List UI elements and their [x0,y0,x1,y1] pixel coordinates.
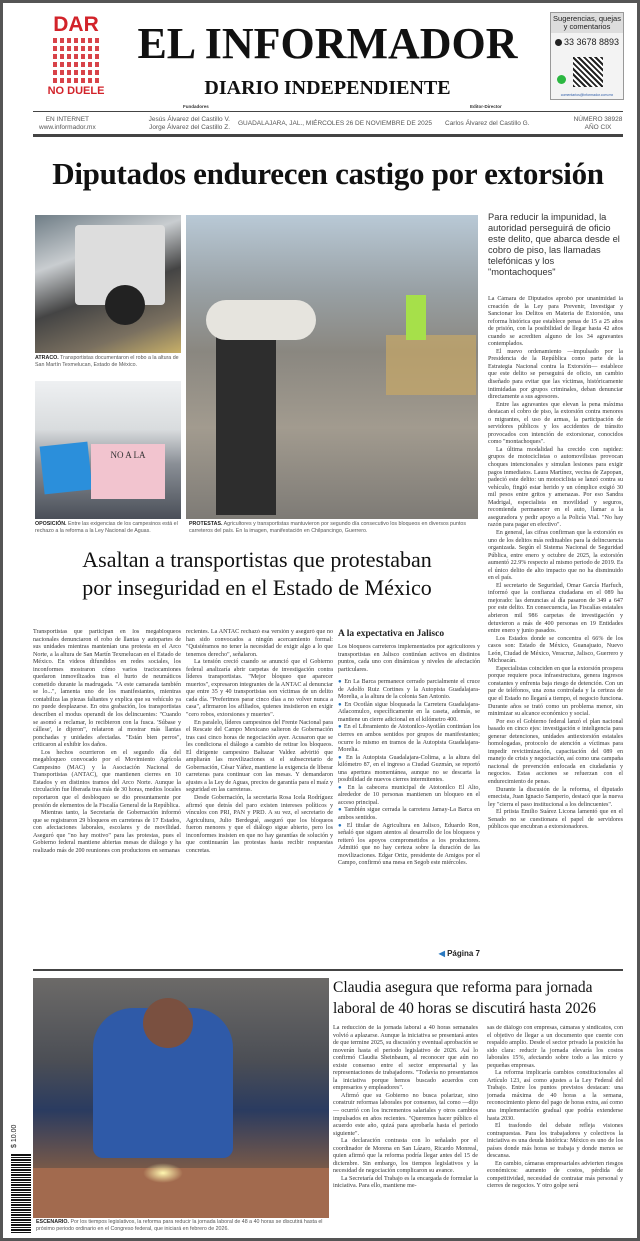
bullet-text: El titular de Agricultura en Jalisco, Eduardo Ron, señaló que siguen atentos al desarrollo de los bloqueos y reiteró los apoyos comprometidos a los productores. Admitió que no hay certeza sobre la duración de las movilizaciones. Edgar Ortiz, presidente de Amigos por el Campo, confirmó una mesa en Segob este miércoles. [338,822,480,867]
caption-text: Transportistas documentaron el robo a la altura de San Martín Texmelucan, Estado de México. [35,355,179,368]
worker-figure [406,295,426,340]
paragraph: Entre las agravantes que elevan la pena máxima destacan el cobro de piso, la extorsión contra menores o migrantes, el uso de armas, la participación de servidores públicos y los accidentes de tránsito provocados con intención de extorsionar, conocidos como "montachoques". [488,401,623,446]
bullet-icon: ● [338,784,348,791]
caption-oposicion [35,521,183,535]
second-article-col2 [186,629,333,964]
phone-line [551,37,623,47]
sidebar-bullet [338,724,480,754]
caption-text: Entre las exigencias de los campesinos está el rechazo a la reforma a la Ley Nacional de Aguas. [35,521,178,534]
paragraph: En general, las cifras confirman que la extorsión es uno de los delitos más redituables para la delincuencia organizada. Según el Sistema Nacional de Seguridad Pública, entre enero y octubre de 2025, la extorsión aumentó 22.9% respecto al mismo periodo de 2019. Es el único delito de alto impacto que no ha disminuido en el país. [488,529,623,582]
paragraph: El priista Emilio Suárez Licona lamentó que en el Senado no se cuestionara el papel de servidores públicos que encubran a extorsionadores. [488,809,623,831]
qr-code-icon [573,57,603,87]
caption-label: PROTESTAS. [189,521,223,527]
bullet-text: En el Libramiento de Atotonilco-Ayotlán continúan los cierres en ambos sentidos por grupos de manifestantes; ocurre lo mismo en tramos de la Autopista Guadalajara-Morelia. [338,724,480,754]
caption-text: Por los tiempos legislativos, la reforma para reducir la jornada laboral de 48 a 40 horas se discutirá hasta el próximo periodo ordinario en el Congreso federal, que iniciará en febrero de 2026. [36,1219,323,1232]
caption-escenario [36,1219,328,1233]
tire-shape [105,285,145,325]
bullet-icon: ● [338,701,345,708]
sidebar-bullet [338,755,480,785]
paragraph: La reducción de la jornada laboral a 40 horas semanales volvió a aplazarse. Aunque la iniciativa se presentará antes de que termine 2025, su discusión y eventual aprobación se moverán hasta el periodo legislativo de 2026. Así lo confirmó Claudia Sheinbaum, al reconocer que aún no existe consenso entre el sector empresarial y las representaciones de trabajadores. "Todavía no presentamos la iniciativa porque hemos buscado acuerdos con empresarios y empleadores". [333,1025,478,1092]
bullet-text: En Ocotlán sigue bloqueada la Carretera Guadalajara-Atlacomulco, específicamente en la caseta, además, se mantiene un cierre adicional en el kilómetro 400. [338,701,480,723]
email: comentarios@informador.com.mx [560,93,614,97]
qr-code-icon [53,37,99,83]
bullet-icon: ● [338,679,345,686]
bullet-icon: ● [338,822,347,829]
paragraph: La tensión creció cuando se anunció que el Gobierno federal analizaría abrir carpetas de investigación contra líderes transportistas. "Mejor bloqueo que aparecer muertos", expresaron integrantes de la ANTAC al denunciar que entre 35 y 40 transportistas son víctimas de un delito cada día. "Preferimos parar cinco días a no volver nunca a casa", afirmaron los afiliados, quienes insistieron en exigir "cero robos, extorsiones y muertes". [186,659,333,719]
caption-protestas [189,521,481,535]
main-article-body [488,296,623,966]
website-link[interactable]: www.informador.mx [39,124,96,131]
photo-atraco [35,215,181,353]
sidebar-bullet [338,785,480,808]
headline-line: por inseguridad en el Estado de México [82,575,432,600]
suggestions-box [550,12,624,100]
paragraph: El nuevo ordenamiento —impulsado por la Presidencia de la República como parte de la Estrategia Nacional contra la Extorsión— establece que este delito se perseguirá de oficio, un cambio diseñado para evitar que las víctimas, históricamente intimidadas por grupos criminales, deban denunciar directamente a sus agresores. [488,348,623,401]
paragraph: La Secretaría del Trabajo es la encargada de formular la iniciativa. Para ello, mantiene me- [333,1175,478,1190]
price: $ 10.00 [11,1124,18,1148]
paragraph: Afirmó que su Gobierno no busca polarizar, sino construir reformas laborales por consenso, tal como —dijo— ocurrió con los incrementos salariales y otros cambios impulsados en años recientes. "Queremos hacer público el acuerdo este año, quizá para aprobarla hasta el periodo siguiente". [333,1092,478,1137]
logo-bottom-text: NO DUELE [47,85,105,97]
paragraph: La última modalidad ha crecido con rapidez: grupos de motociclistas o automovilistas provocan choques intencionales y simulan lesiones para exigir pagos inmediatos. Laura Martínez, vecina de Zapopan, padeció este delito: un motociclista se lanzó contra su vehículo, fingió estar herido y un cómplice exigió 30 mil pesos entre gritos y amenazas. Por eso Sandra Madrigal, especialista en movilidad y seguros, recomienda permanecer en el auto, llamar a la aseguradora y pedir apoyo a la Policía Vial. "No hay razón para pagar en efectivo". [488,446,623,529]
newspaper-title: EL INFORMADOR [137,19,518,68]
caption-label: ATRACO. [35,355,59,361]
corn-pile [386,335,476,395]
triangle-icon: ◀ [438,949,448,958]
bullet-text: En la cabecera municipal de Atotonilco El Alto, alrededor de 10 personas mantienen un bloqueo en el acceso principal. [338,784,480,806]
barcode [11,1153,31,1233]
dar-no-duele-logo [47,15,105,97]
info-bar [33,111,623,137]
main-headline-text: Diputados endurecen castigo por extorsión [52,156,604,191]
paragraph: El secretario de Seguridad, Omar García Harfuch, informó que la confianza ciudadana en el 089 ha mejorado: las denuncias al día pasaron de 349 a 647 por este delito. En consecuencia, las Fiscalías estatales abrieron mil 986 carpetas de investigación y detuvieron a más de 400 personas en 19 Entidades entre enero y junio pasados. [488,582,623,635]
section-divider [33,969,623,971]
dateline: GUADALAJARA, JAL., MIÉRCOLES 26 DE NOVIEMBRE DE 2025 [238,120,432,127]
sidebar-bullet [338,807,480,822]
bullet-icon: ● [338,754,346,761]
second-headline [33,546,481,602]
third-article-col1 [333,1025,478,1241]
man-figure [216,315,276,515]
sparks [143,1163,183,1183]
main-headline [33,149,623,199]
headline-line: laboral de 40 horas se discutirá hasta 2026 [333,1000,596,1017]
internet-label: EN INTERNET [45,116,90,123]
headline-line: Claudia asegura que reforma para jornada [333,979,593,996]
sidebar-bullet [338,679,480,702]
paragraph: Los Estados donde se concentra el 66% de los casos son: Estado de México, Guanajuato, Nuevo León, Ciudad de México, Veracruz, Jalisco, Guerrero y Michoacán. [488,635,623,665]
paragraph: La Cámara de Diputados aprobó por unanimidad la creación de la Ley para Prevenir, Investigar y Sancionar los Delitos en Materia de Extorsión, una reforma histórica que establece penas de 15 a 25 años de prisión, con la posibilidad de llegar hasta 42 años cuando se acrediten alguno de los 34 agravantes contemplados. [488,296,623,348]
main-deck: Para reducir la impunidad, la autoridad perseguirá de oficio este delito, que abarca desde el cobro de piso, las llamadas telefónicas y los "montachoques" [488,212,620,277]
photo-oposicion [35,381,181,519]
paragraph: Transportistas que participan en los megabloqueos nacionales denunciaron el robo de llantas y autopartes de sus unidades mientras mantenían una protesta en el Arco Norte, a la altura de San Martín Texmelucan en el Estado de México. En videos difundidos en redes sociales, los inconformes mostraron cómo varios tractocamiones quedaron inmovilizados tras el hurto de neumáticos cometido durante la madrugada. "A este camarada también se lo...", lamenta uno de los manifestantes, mientras contabiliza las piezas faltantes y explica que su vehículo ya no puede desplazarse. En otra grabación, los transportistas describen el modus operandi de los delincuentes: "Cuando se asomó a reclamar, lo recibieron con la fusca. 'Súbase y cállese', le dijeron", relataron al mostrar más llantas ponchadas y unidades afectadas. "Están bien perros", criticaron al exhibir los daños. [33,629,181,749]
phone-icon [555,39,562,46]
page-ref-text: Página 7 [447,949,480,958]
sidebar-bullet [338,823,480,868]
paragraph: Durante la discusión de la reforma, el diputado emecista, Juan Ignacio Samperio, destacó que la nueva ley "cierra el paso institucional a los delincuentes". [488,786,623,808]
paragraph: En paralelo, líderes campesinos del Frente Nacional para el Rescate del Campo Mexicano salieron de Gobernación tras casi cinco horas de negociación ayer. Acusaron que se les condiciona el diálogo a cambio de retirar los bloqueos. El dirigente campesino Baltazar Valdez advirtió que ampliarán las movilizaciones si el subsecretario de Gobernación, César Yáñez, mantiene la exigencia de liberar carreteras para continuar con las mesas. Y demandaron ajustes a la Ley de Aguas, precios de garantía para el maíz y seguridad en las carreteras. [186,719,333,794]
bullet-text: En La Barca permanece cerrado parcialmente el cruce de Adolfo Ruiz Cortines y la Autopista Guadalajara-Morelia, a la altura de la colonia San Antonio. [338,679,480,701]
second-article-col1 [33,629,181,964]
phone-number: 33 3678 8893 [563,37,620,47]
paragraph: Los hechos ocurrieron en el segundo día del megabloqueo convocado por el Movimiento Agrícola Campesino (MAC) y la Asociación Nacional de Transportistas (ANTAC), que mantienen cierres en 10 Estados y en distintos tramos del Arco Norte. Aunque la circulación fue liberada tras más de 30 horas, medios locales reportaron que el desbloqueo se dio presuntamente por presión de elementos de la Fiscalía General de la República. [33,749,181,809]
paragraph: recientes. La ANTAC rechazó esa versión y aseguró que no han sido convocados a ningún acercamiento formal: "Quisiéramos no tener la necesidad de exigir algo a lo que tenemos derecho", señalaron. [186,629,333,658]
paragraph: En cambio, cámaras empresariales advierten riesgos económicos: aumento de costos, pérdida de competitividad, necesidad de contratar más personal y cierres de negocios. Y otro golpe será [487,1160,623,1190]
photo-protestas [186,215,478,519]
sidebar-bullet [338,702,480,725]
paragraph: sas de diálogo con empresas, cámaras y sindicatos, con el objetivo de llegar a un documento que cuente con respaldo amplio. Desde el sector privado la posición ha sido clara: reducir la jornada elevaría los costos laborales 15%, afectando sobre todo a las micro y pequeñas empresas. [487,1025,623,1069]
jalisco-sidebar [338,629,480,965]
paragraph: Especialistas coinciden en que la extorsión prospera porque requiere poca infraestructura, genera ingresos constantes y enfrenta baja riesgo de detención. Con un par de teléfonos, una zona controlada y la certeza de que el Estado no llegará a tiempo, el negocio funciona. Durante años se trató como un problema menor, sin minimizar su alcance económico y social. [488,665,623,718]
bullet-text: También sigue cerrada la carretera Jamay-La Barca en ambos sentidos. [338,807,480,822]
bullet-icon: ● [338,724,344,731]
editor-label: Editor-Director [470,104,502,109]
sidebar-body [338,644,480,949]
third-headline [333,977,625,1019]
paragraph: El trasfondo del debate refleja visiones contrapuestas. Para los trabajadores y colectivos la iniciativa es una deuda histórica: México es uno de los países donde más horas se trabaja y donde menos se descansa. [487,1123,623,1160]
paragraph: Mientras tanto, la Secretaría de Gobernación informó que se registraron 29 bloqueos en carreteras de 17 Estados, con afectaciones laborales, escolares y de movilidad. Aseguró que "no hay motivo" para las protestas, pues el Gobierno federal mantiene abiertas mesas de diálogo y ha realizado más de 200 reuniones con productores en semanas [33,810,181,854]
issue-number: NÚMERO 38928 [573,116,623,123]
page-reference[interactable] [338,949,480,958]
whatsapp-icon [557,75,566,84]
year: AÑO CIX [584,124,612,131]
paragraph: Por eso el Gobierno federal lanzó el plan nacional basado en cinco ejes: investigación e inteligencia para generar detenciones, unidades antiextorsión estatales homologadas, protocolo de atención a víctimas para impedir revictimización, capacitación del 089 en manejo de crisis y negociación, así como una campaña nacional de prevención enfocada en ciudadanía y negocios. Estas acciones se refuerzan con el endurecimiento de penas. [488,718,623,785]
caption-label: ESCENARIO. [36,1219,69,1225]
blue-sign [40,442,93,495]
sidebar-intro: Los bloqueos carreteros implementados por agricultores y transportistas en Jalisco continúan activos en distintos puntos, cada uno con dinámicas y niveles de afectación particulares. [338,644,480,673]
headline-line: Asaltan a transportistas que protestaban [82,547,432,572]
founders-label: Fundadores [183,104,209,109]
worker-head [143,998,193,1048]
suggestions-heading: Sugerencias, quejas y comentarios [551,13,623,33]
sidebar-heading: A la expectativa en Jalisco [338,629,445,639]
bullet-icon: ● [338,807,345,814]
paragraph: La reforma implicaría cambios constitucionales al Artículo 123, así como ajustes a la Ley Federal del Trabajo. Entre los puntos previstos destacan: una jornada máxima de 40 horas a la semana, reconocimiento pleno del pago de horas extra, así como una implementación gradual que podría extenderse hasta 2030. [487,1070,623,1122]
bullet-text: En la Autopista Guadalajara-Colima, a la altura del kilómetro 87, en el ingreso a Ciudad Guzmán, se reportó una apertura momentánea, aunque no se descarta la posibilidad de nuevos cierres intermitentes. [338,754,480,784]
caption-atraco [35,355,183,369]
paragraph: Desde Gobernación, la secretaria Rosa Icela Rodríguez afirmó que detrás del paro existen intereses políticos y vínculos con PRI, PAN y PRD. A su vez, el secretario de Agricultura, Julio Berdegué, aseguró que los bloqueos fueron menores y que el diálogo sigue abierto, pero los inconformes insisten en que no hay garantías de solución y que continuarán las protestas hasta recibir respuestas concretas. [186,795,333,854]
third-article-col2 [487,1025,623,1241]
photo-escenario [33,978,329,1218]
founder: Jesús Álvarez del Castillo V. [148,116,230,123]
protest-sign: NO A LA [91,444,165,499]
paragraph: La declaración contrasta con lo señalado por el coordinador de Morena en San Lázaro, Ricardo Monreal, quien afirmó que la reforma podría llegar antes del 15 de diciembre. Sin embargo, los tiempos legislativos y la necesidad de negociación complicaron su avance. [333,1138,478,1175]
sack-shape [206,300,316,340]
logo-top-text: DAR [53,13,99,36]
caption-text: Agricultores y transportistas mantuvieron por segundo día consecutivo los bloqueos en diversos puntos carreteros del país. En la imagen, manifestación en Chilpancingo, Guerrero. [189,521,466,534]
masthead [115,19,540,99]
editor-name: Carlos Álvarez del Castillo G. [445,120,530,127]
newspaper-subtitle: DIARIO INDEPENDIENTE [204,77,451,99]
caption-label: OPOSICIÓN. [35,521,67,527]
founder: Jorge Álvarez del Castillo Z. [149,124,230,131]
